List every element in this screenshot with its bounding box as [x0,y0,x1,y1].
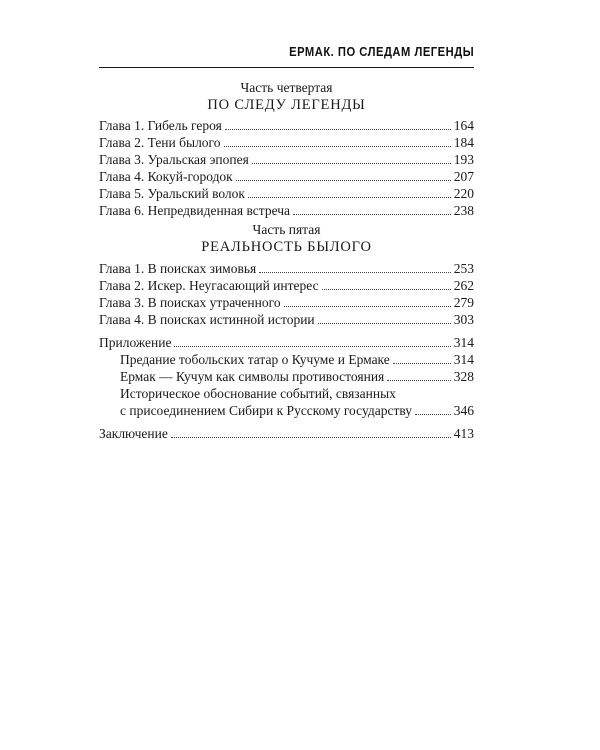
toc-subentry[interactable] [120,368,474,385]
toc-entry[interactable] [99,151,474,168]
dot-leader [236,169,451,181]
entry-page: 346 [453,403,474,418]
entry-page: 164 [453,118,474,133]
entry-page: 279 [453,295,474,310]
entry-page: 184 [453,135,474,150]
part5-label: Часть пятая [252,222,321,237]
dot-leader [252,152,451,164]
toc-entry-appendix[interactable] [99,334,474,351]
entry-title: Глава 1. Гибель героя [99,118,222,133]
dot-leader [171,426,451,438]
toc-entry-conclusion[interactable] [99,425,474,442]
entry-page: 253 [453,261,474,276]
dot-leader [284,295,451,307]
dot-leader [322,278,451,290]
part5-title: РЕАЛЬНОСТЬ БЫЛОГО [201,239,372,255]
page-header [99,43,474,68]
entry-page: 328 [453,369,474,384]
entry-page: 193 [453,152,474,167]
entry-page: 238 [453,203,474,218]
entry-title: Ермак — Кучум как символы противостояния [120,369,385,384]
dot-leader [415,403,451,415]
dot-leader [224,135,451,147]
entry-page: 413 [453,426,474,441]
entry-title: с присоединением Сибири к Русскому государству [120,403,413,418]
part4-heading [99,80,474,115]
toc-entry[interactable] [99,134,474,151]
toc-entry[interactable] [99,260,474,277]
entry-title: Глава 2. Тени былого [99,135,221,150]
toc-subentry[interactable] [120,351,474,368]
entry-title: Глава 3. Уральская эпопея [99,152,249,167]
toc-subentry[interactable] [120,402,474,419]
part4-label: Часть четвертая [240,80,333,95]
dot-leader [225,118,451,130]
running-head: ЕРМАК. ПО СЛЕДАМ ЛЕГЕНДЫ [288,44,474,59]
entry-title: Глава 6. Непредвиденная встреча [99,203,291,218]
part4-title: ПО СЛЕДУ ЛЕГЕНДЫ [207,97,366,113]
toc-entry[interactable] [99,117,474,134]
dot-leader [318,312,451,324]
entry-title: Глава 4. В поисках истинной истории [99,312,315,327]
entry-title-line1: Историческое обоснование событий, связанных [120,386,396,401]
entry-page: 207 [453,169,474,184]
dot-leader [387,369,450,381]
entry-page: 303 [453,312,474,327]
entry-title: Заключение [99,426,168,441]
entry-title: Глава 2. Искер. Неугасающий интерес [99,278,319,293]
entry-title: Глава 3. В поисках утраченного [99,295,281,310]
entry-title: Глава 1. В поисках зимовья [99,261,257,276]
entry-title: Приложение [99,335,172,350]
dot-leader [248,186,451,198]
dot-leader [174,335,450,347]
entry-page: 220 [453,186,474,201]
toc-entry[interactable] [99,311,474,328]
entry-page: 314 [453,352,474,367]
toc-entry[interactable] [99,168,474,185]
toc-entry[interactable] [99,185,474,202]
entry-title: Глава 5. Уральский волок [99,186,245,201]
dot-leader [259,261,451,273]
toc-entry[interactable] [99,294,474,311]
toc-entry[interactable] [99,277,474,294]
toc-entry[interactable] [99,202,474,219]
entry-title: Глава 4. Кокуй-городок [99,169,233,184]
entry-title: Предание тобольских татар о Кучуме и Ермаке [120,352,390,367]
part5-heading [99,222,474,257]
dot-leader [393,352,451,364]
dot-leader [293,203,451,215]
entry-page: 314 [453,335,474,350]
entry-page: 262 [453,278,474,293]
